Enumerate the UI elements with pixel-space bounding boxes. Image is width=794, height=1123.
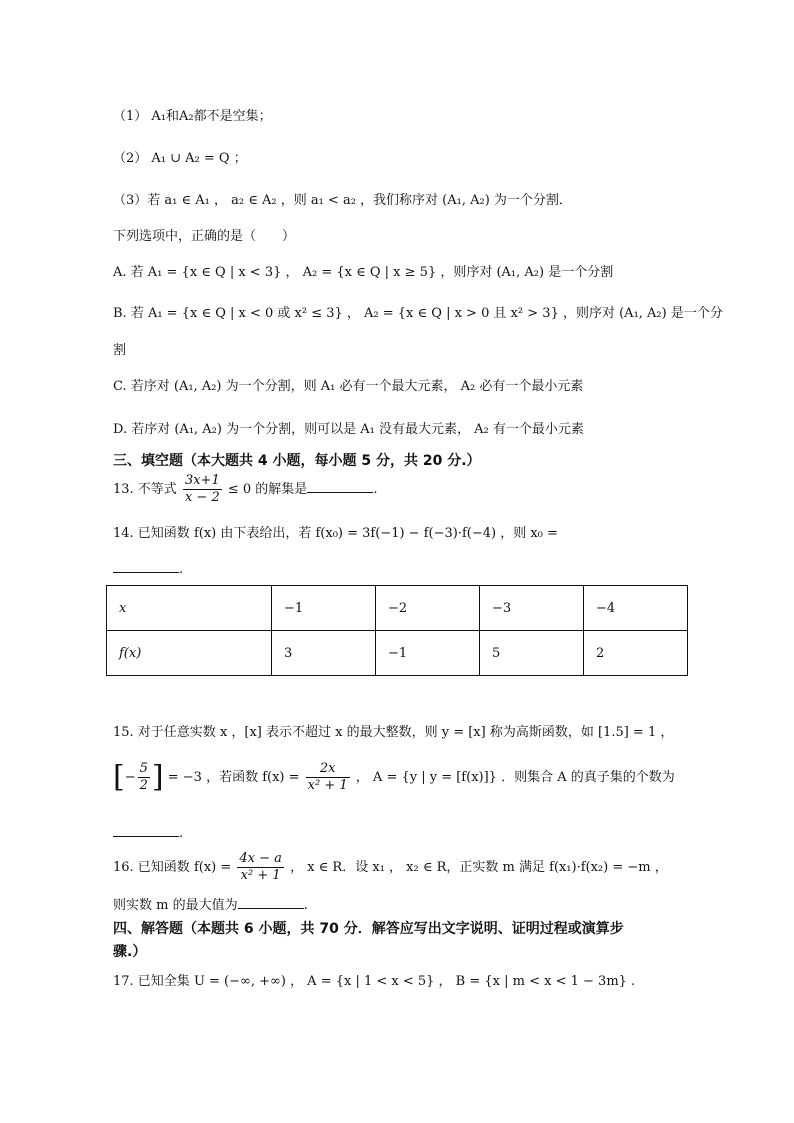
q13-prefix: 13. 不等式 <box>113 482 177 497</box>
q15-line-2: [− $\frac{5}{2}$ ] = −3 ，若函数 f(x) = $\frac{2x}{\text{x² + 1}}$ ， A = {y | y = [f(x)]} ．则集合 A 的真子集的个数为 <box>113 759 675 795</box>
q15-answer-line <box>113 824 183 843</box>
table-row <box>107 631 688 676</box>
table-cell: −3 <box>480 586 584 631</box>
q15-answer-blank <box>113 824 179 837</box>
table-cell: 3 <box>272 631 376 676</box>
table-cell: −1 <box>272 586 376 631</box>
section-3-title: 三、填空题（本大题共 4 小题，每小题 5 分，共 20 分.） <box>113 453 481 469</box>
q13-denominator: x − 2 <box>184 490 220 505</box>
question-16 <box>113 851 668 885</box>
q15-bracket-denominator: 2 <box>139 778 148 793</box>
table-cell: x <box>107 586 272 631</box>
q13-fraction <box>183 473 222 506</box>
condition-3: （3）若 a₁ ∈ A₁ ， a₂ ∈ A₂ ，则 a₁ < a₂ ，我们称序对 (A₁, A₂) 为一个分割． <box>113 193 572 208</box>
option-b: B. 若 A₁ = {x ∈ Q | x < 0 或 x² ≤ 3} ， A₂ = {x ∈ Q | x > 0 且 x² > 3} ，则序对 (A₁, A₂) 是一个分 <box>113 306 723 321</box>
q13-numerator: 3x+1 <box>184 473 220 488</box>
q14-end: . <box>179 562 184 577</box>
table-cell: 5 <box>480 631 584 676</box>
question-17: 17. 已知全集 U = (−∞, +∞) ， A = {x | 1 < x < 5} ， B = {x | m < x < 1 − 3m} . <box>113 974 636 989</box>
option-d: D. 若序对 (A₁, A₂) 为一个分割，则可以是 A₁ 没有最大元素， A₂ 有一个最小元素 <box>113 422 584 437</box>
left-bracket: [ <box>113 759 125 795</box>
option-b-continued: 割 <box>113 343 127 358</box>
table-cell: f(x) <box>107 631 272 676</box>
section-4-title: 四、解答题（本题共 6 小题，共 70 分．解答应写出文字说明、证明过程或演算步 <box>113 921 624 937</box>
q13-suffix: ≤ 0 的解集是 <box>227 482 308 497</box>
q16-denominator: x² + 1 <box>240 868 281 883</box>
q16-line-2 <box>113 896 308 915</box>
q15-end: . <box>179 826 184 841</box>
q15-bracket-numerator: 5 <box>139 761 148 776</box>
q16-line2-text: 则实数 m 的最大值为 <box>113 898 238 913</box>
q15-line2-a: = −3 ，若函数 f(x) = <box>167 770 300 785</box>
condition-2: （2） A₁ ∪ A₂ = Q ； <box>113 151 247 166</box>
option-a: A. 若 A₁ = {x ∈ Q | x < 3} ， A₂ = {x ∈ Q | x ≥ 5} ，则序对 (A₁, A₂) 是一个分割 <box>113 265 614 280</box>
q16-numerator: 4x − a <box>239 851 282 866</box>
table-row <box>107 586 688 631</box>
q16-prefix: 16. 已知函数 f(x) = <box>113 860 232 875</box>
section-4-title-cont: 骤.） <box>113 944 147 960</box>
question-15: 15. 对于任意实数 x ，[x] 表示不超过 x 的最大整数，则 y = [x] 称为高斯函数，如 [1.5] = 1 ， <box>113 725 674 740</box>
table-cell: 2 <box>584 631 688 676</box>
question-13 <box>113 473 377 507</box>
q16-answer-blank <box>238 896 304 909</box>
q15-bracket-fraction <box>138 761 150 794</box>
q14-answer-line <box>113 560 183 579</box>
question-14: 14. 已知函数 f(x) 由下表给出，若 f(x₀) = 3f(−1) − f(−3)·f(−4) ，则 x₀ = <box>113 526 558 541</box>
option-c: C. 若序对 (A₁, A₂) 为一个分割，则 A₁ 必有一个最大元素， A₂ 必有一个最小元素 <box>113 379 584 394</box>
q13-end: . <box>373 482 378 497</box>
q16-end: . <box>303 898 308 913</box>
table-cell: −2 <box>376 586 480 631</box>
q15-fraction <box>306 761 350 794</box>
table-cell: −1 <box>376 631 480 676</box>
right-bracket: ] <box>151 759 164 795</box>
q14-answer-blank <box>113 560 179 573</box>
condition-1: （1） A₁和A₂都不是空集； <box>113 109 272 124</box>
question-prompt: 下列选项中，正确的是（ ） <box>113 229 296 244</box>
table-cell: −4 <box>584 586 688 631</box>
q16-fraction <box>237 851 284 884</box>
q13-answer-blank <box>307 480 373 493</box>
q15-denominator: x² + 1 <box>307 778 348 793</box>
q16-suffix: ， x ∈ R．设 x₁ ， x₂ ∈ R，正实数 m 满足 f(x₁)·f(x₂) = −m ， <box>290 860 668 875</box>
function-value-table <box>106 585 688 676</box>
q15-numerator: 2x <box>306 761 350 778</box>
q15-line2-b: ， A = {y | y = [f(x)]} ．则集合 A 的真子集的个数为 <box>355 770 675 785</box>
